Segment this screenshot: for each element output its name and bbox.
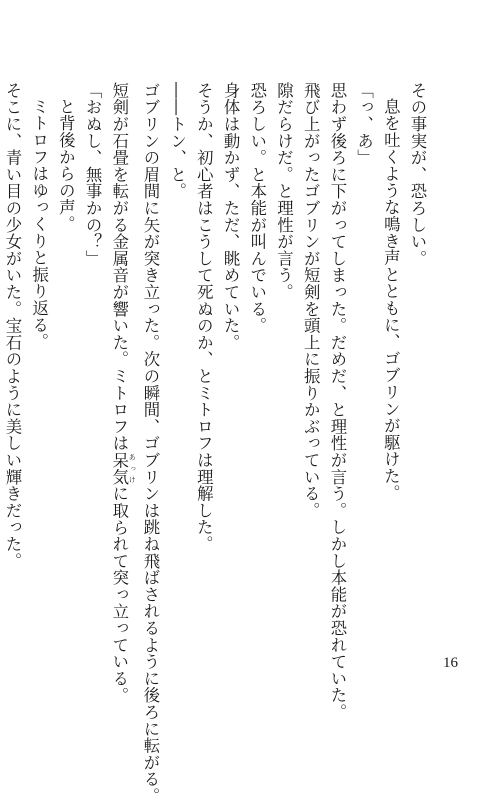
text-line: そこに、青い目の少女がいた。宝石のように美しい輝きだった。: [2, 82, 22, 570]
text-line: そうか、初心者はこうして死ぬのか、とミトロフは理解した。: [194, 82, 214, 553]
text-line-with-ruby: 短剣が石畳を転がる金属音が響いた。ミトロフは呆気 あっけに取られて突っ立っている。: [109, 82, 137, 704]
text-line: 「っ、あ」: [354, 82, 374, 166]
text-line: 恐ろしい。と本能が叫んでいる。: [247, 82, 267, 334]
vertical-text-block: [2, 82, 430, 805]
text-line: 「おぬし、無事かの？」: [83, 82, 103, 267]
ruby-annotation: 呆気 あっけ: [109, 451, 137, 486]
text-line: ――トン、と。: [167, 82, 187, 200]
text-line: ミトロフはゆっくりと振り返る。: [29, 98, 49, 351]
text-line: 隙だらけだ。と理性が言う。: [274, 82, 294, 301]
text-line: ゴブリンの眉間に矢が突き立った。次の瞬間、ゴブリンは跳ね飛ばされるように後ろに転がる。: [140, 82, 160, 805]
text-line: 思わず後ろに下がってしまった。だめだ、と理性が言う。しかし本能が恐れていた。: [327, 82, 347, 721]
text-line: 息を吐くような鳴き声とともに、ゴブリンが駆けた。: [381, 98, 401, 502]
text-line: と背後からの声。: [56, 98, 76, 233]
text-line: 飛び上がったゴブリンが短剣を頭上に振りかぶっている。: [301, 82, 321, 519]
text-line: 身体は動かず、ただ、眺めていた。: [221, 82, 241, 351]
text-line: その事実が、恐ろしい。: [408, 82, 427, 267]
page-number: 16: [443, 655, 458, 671]
